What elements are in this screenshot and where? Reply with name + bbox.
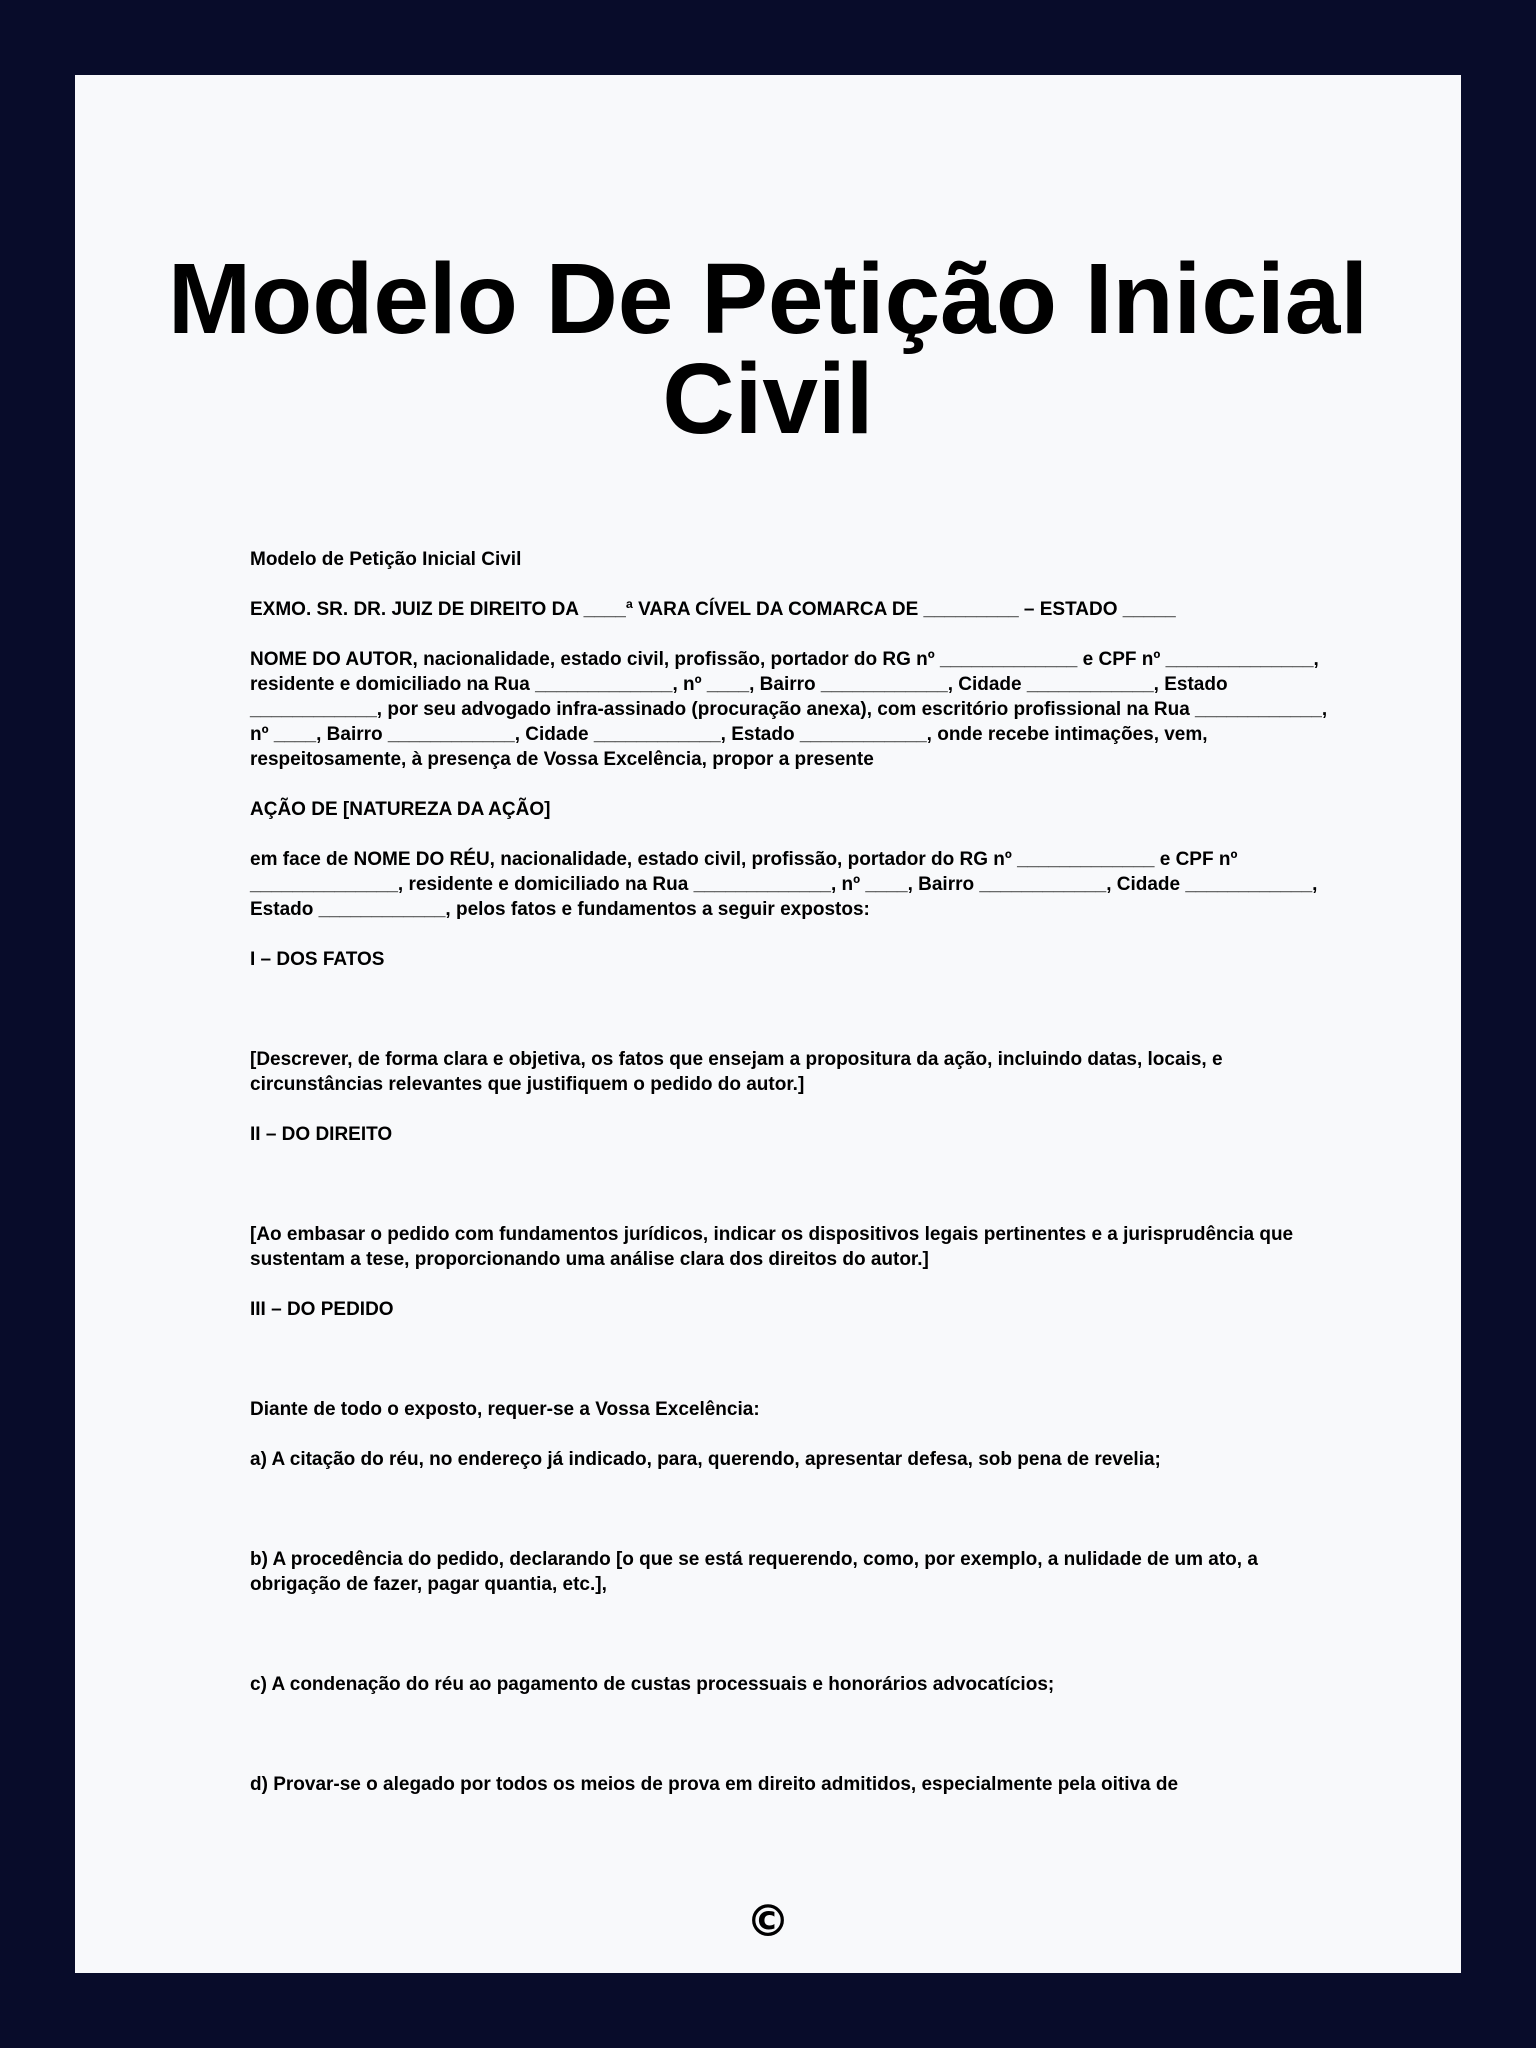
paragraph-defendant: em face de NOME DO RÉU, nacionalidade, estado civil, profissão, portador do RG nº _____________ e CPF nº ______________, residente e domiciliado na Rua _____________, nº ____, Bairro ____________, Cidade ____________, Estado ____________, pelos fatos e fundamentos a seguir expostos: <box>250 849 1318 920</box>
paragraph-law: [Ao embasar o pedido com fundamentos jurídicos, indicar os dispositivos legais pertinentes e a jurisprudência que sustentam a tese, proporcionando uma análise clara dos direitos do autor.] <box>250 1224 1294 1270</box>
paragraph-request-intro: Diante de todo o exposto, requer-se a Vossa Excelência: <box>250 1399 760 1420</box>
paragraph-action-type: AÇÃO DE [NATUREZA DA AÇÃO] <box>250 799 551 820</box>
document-page <box>75 75 1461 1973</box>
section-heading-law: II – DO DIREITO <box>250 1124 393 1145</box>
paragraph-facts: [Descrever, de forma clara e objetiva, os fatos que ensejam a propositura da ação, incluindo datas, locais, e circunstâncias relevantes que justifiquem o pedido do autor.] <box>250 1049 1223 1095</box>
paragraph-addressee: EXMO. SR. DR. JUIZ DE DIREITO DA ____ª VARA CÍVEL DA COMARCA DE _________ – ESTADO _____ <box>250 599 1176 620</box>
request-item-b: b) A procedência do pedido, declarando [o que se está requerendo, como, por exemplo, a nulidade de um ato, a obrigação de fazer, pagar quantia, etc.], <box>250 1549 1258 1595</box>
paragraph-plaintiff: NOME DO AUTOR, nacionalidade, estado civil, profissão, portador do RG nº _____________ e CPF nº ______________, residente e domiciliado na Rua _____________, nº ____, Bairro ____________, Cidade ____________, Estado ____________, por seu advogado infra-assinado (procuração anexa), com escritório profissional na Rua ____________, nº ____, Bairro ____________, Cidade ____________, Estado ____________, onde recebe intimações, vem, respeitosamente, à presença de Vossa Excelência, propor a presente <box>250 649 1328 770</box>
request-item-d: d) Provar-se o alegado por todos os meios de prova em direito admitidos, especialmente pela oitiva de <box>250 1774 1179 1795</box>
copyright-icon: © <box>746 1896 790 1947</box>
paragraph-heading: Modelo de Petição Inicial Civil <box>250 549 522 570</box>
document-body <box>250 547 1350 1822</box>
section-heading-facts: I – DOS FATOS <box>250 949 385 970</box>
request-item-a: a) A citação do réu, no endereço já indicado, para, querendo, apresentar defesa, sob pena de revelia; <box>250 1449 1161 1470</box>
request-item-c: c) A condenação do réu ao pagamento de custas processuais e honorários advocatícios; <box>250 1674 1055 1695</box>
section-heading-request: III – DO PEDIDO <box>250 1299 394 1320</box>
document-title: Modelo De Petição Inicial Civil <box>167 243 1369 455</box>
